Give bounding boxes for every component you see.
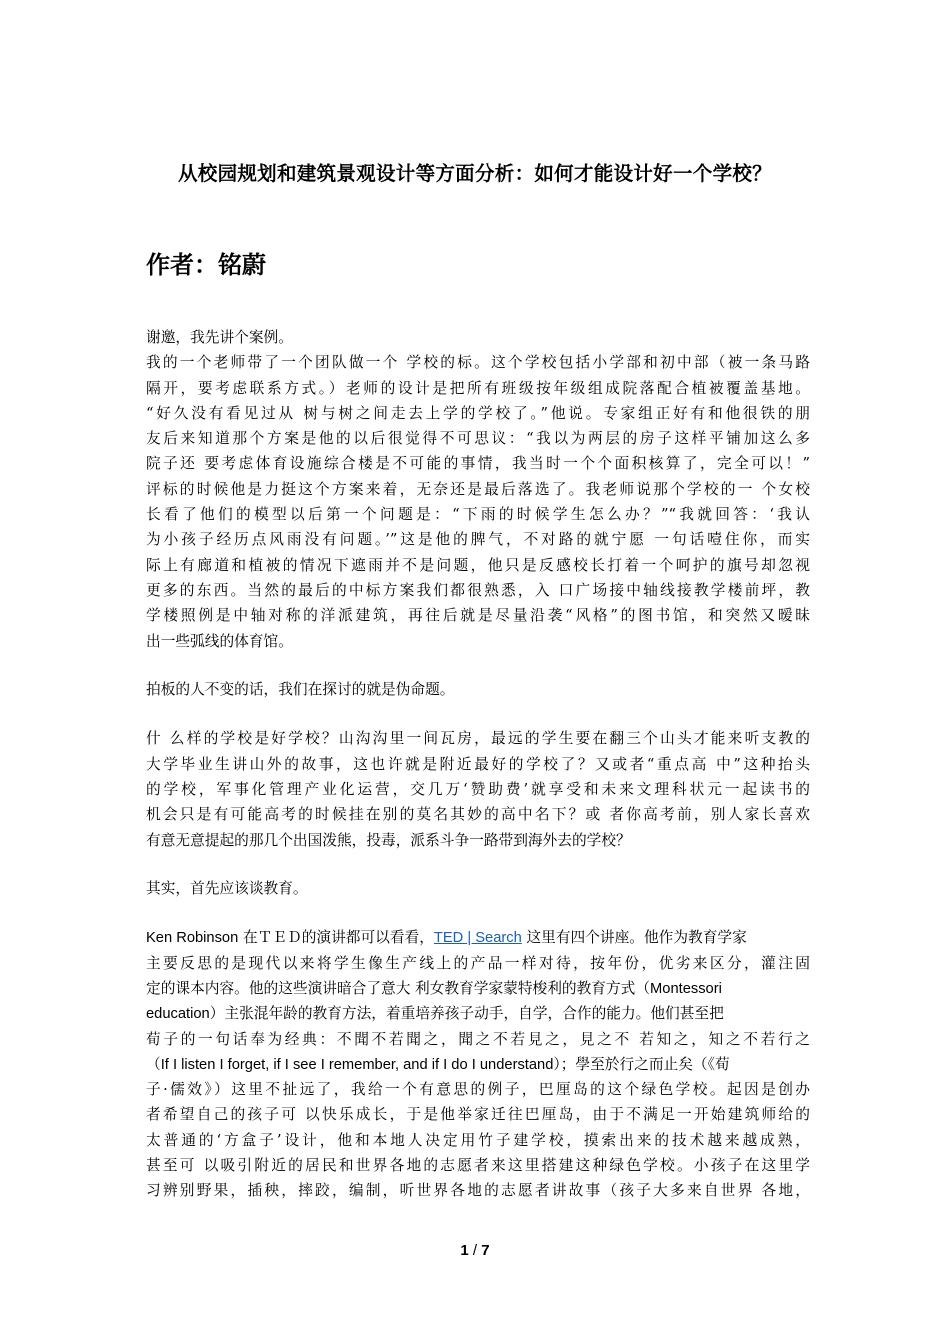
text-line: 机会只是有可能高考的时候挂在别的莫名其妙的高中名下？或 者你高考前，别人家长喜欢 bbox=[146, 806, 810, 824]
text-line: 更多的东西。当然的最后的中标方案我们都很熟悉，入 口广场接中轴线接教学楼前坪，教 bbox=[146, 581, 810, 599]
total-pages: 7 bbox=[481, 1242, 490, 1259]
text-line bbox=[146, 976, 810, 1001]
document-title: 从校园规划和建筑景观设计等方面分析：如何才能设计好一个学校？ bbox=[177, 162, 772, 185]
text-run-latin: Montessori bbox=[650, 980, 722, 997]
paragraph-case-story bbox=[146, 350, 810, 654]
text-line: 隔开，要考虑联系方式。）老师的设计是把所有班级按年级组成院落配合植被覆盖基地。 bbox=[146, 379, 810, 397]
paragraph-ken-robinson bbox=[146, 925, 810, 1203]
text-line: 友后来知道那个方案是他的以后很觉得不可思议：“我以为两层的房子这样平铺加这么多 bbox=[146, 430, 810, 448]
document-body bbox=[146, 325, 810, 1204]
paragraph-gap bbox=[146, 654, 810, 678]
quote-english: If I listen I forget, if I see I remember, and if I do I understand bbox=[160, 1056, 554, 1073]
page-number bbox=[0, 1242, 950, 1259]
text-line: 习辨别野果，插秧，摔跤，编制，听世界各地的志愿者讲故事（孩子大多来自世界 各地， bbox=[146, 1182, 810, 1200]
author-heading: 作者：铭蔚 bbox=[146, 250, 266, 279]
text-line bbox=[146, 1001, 810, 1026]
text-run: 这里有四个讲座。他作为教育学家 bbox=[521, 929, 747, 947]
text-line: 者希望自己的孩子可 以快乐成长，于是他举家迁往巴厘岛，由于不满足一开始建筑师给的 bbox=[146, 1106, 810, 1124]
text-line bbox=[146, 925, 810, 950]
paragraph-good-school bbox=[146, 726, 810, 852]
text-line: 院子还 要考虑体育设施综合楼是不可能的事情，我当时一个个面积核算了，完全可以！” bbox=[146, 455, 810, 473]
text-line: 出一些弧线的体育馆。 bbox=[146, 632, 293, 650]
text-line: 拍板的人不变的话，我们在探讨的就是伪命题。 bbox=[146, 681, 455, 699]
paragraph-intro bbox=[146, 325, 810, 350]
text-run-latin: education bbox=[146, 1006, 210, 1023]
paragraph-gap bbox=[146, 902, 810, 926]
speaker-name: Ken Robinson bbox=[146, 930, 239, 947]
text-line: 大学毕业生讲山外的故事，这也许就是附近最好的学校了？又或者“重点高 中”这种抬头 bbox=[146, 755, 810, 773]
current-page: 1 bbox=[460, 1242, 469, 1259]
text-line: 太普通的‘方盒子’设计，他和本地人决定用竹子建学校，摸索出来的技术越来越成熟， bbox=[146, 1131, 810, 1149]
text-line: 子·儒效》）这里不扯远了，我给一个有意思的例子，巴厘岛的这个绿色学校。起因是创办 bbox=[146, 1081, 810, 1099]
text-line: 学楼照例是中轴对称的洋派建筑，再往后就是尽量沿袭“风格”的图书馆，和突然又暧昧 bbox=[146, 607, 810, 625]
page-separator: / bbox=[468, 1242, 482, 1259]
paragraph-gap bbox=[146, 703, 810, 727]
text-line bbox=[146, 1052, 810, 1077]
ted-search-link[interactable]: TED | Search bbox=[433, 930, 522, 947]
paragraph-decision bbox=[146, 677, 810, 702]
text-run: 定的课本内容。他的这些演讲暗合了意大 利女教育学家蒙特梭利的教育方式（ bbox=[146, 979, 651, 997]
text-run: 在ＴＥＤ的演讲都可以看看， bbox=[238, 929, 434, 947]
text-line: 荀子的一句话奉为经典：不聞不若聞之，聞之不若見之，見之不 若知之，知之不若行之 bbox=[146, 1030, 810, 1048]
text-run: （ bbox=[146, 1055, 161, 1073]
text-line: 谢邀，我先讲个案例。 bbox=[146, 329, 293, 346]
text-line: 有意无意提起的那几个出国泼熊，投毒，派系斗争一路带到海外去的学校？ bbox=[146, 831, 631, 849]
text-line: 甚至可 以吸引附近的居民和世界各地的志愿者来这里搭建这种绿色学校。小孩子在这里学 bbox=[146, 1156, 810, 1174]
text-line: 主要反思的是现代以来将学生像生产线上的产品一样对待，按年份，优劣来区分，灌注固 bbox=[146, 954, 810, 972]
text-line: 其实，首先应该谈教育。 bbox=[146, 880, 308, 898]
text-line: 我的一个老师带了一个团队做一个 学校的标。这个学校包括小学部和初中部（被一条马路 bbox=[146, 354, 810, 372]
text-run: ）；學至於行之而止矣（《荀 bbox=[553, 1055, 730, 1073]
text-line: 什 么样的学校是好学校？山沟沟里一间瓦房，最远的学生要在翻三个山头才能来听支教的 bbox=[146, 730, 810, 748]
text-line: 的学校，军事化管理产业化运营，交几万‘赞助费’就享受和未来文理科状元一起读书的 bbox=[146, 780, 810, 798]
text-line: 长看了他们的模型以后第一个问题是：“下雨的时候学生怎么办？”“我就回答：‘我认 bbox=[146, 506, 810, 524]
paragraph-gap bbox=[146, 853, 810, 877]
text-line: 评标的时候他是力挺这个方案来着，无奈还是最后落选了。我老师说那个学校的一 个女校 bbox=[146, 480, 810, 498]
text-line: “好久没有看见过从 树与树之间走去上学的学校了。”他说。专家组正好有和他很铁的朋 bbox=[146, 404, 810, 422]
text-run: ）主张混年龄的教育方法，着重培养孩子动手，自学，合作的能力。他们甚至把 bbox=[209, 1005, 724, 1023]
text-line: 为小孩子经历点风雨没有问题。’”这是他的脾气，不对路的就宁愿 一句话噎住你，而实 bbox=[146, 531, 810, 549]
text-line: 际上有廊道和植被的情况下遮雨并不是问题，他只是反感校长打着一个呵护的旗号却忽视 bbox=[146, 556, 810, 574]
paragraph-education bbox=[146, 876, 810, 901]
